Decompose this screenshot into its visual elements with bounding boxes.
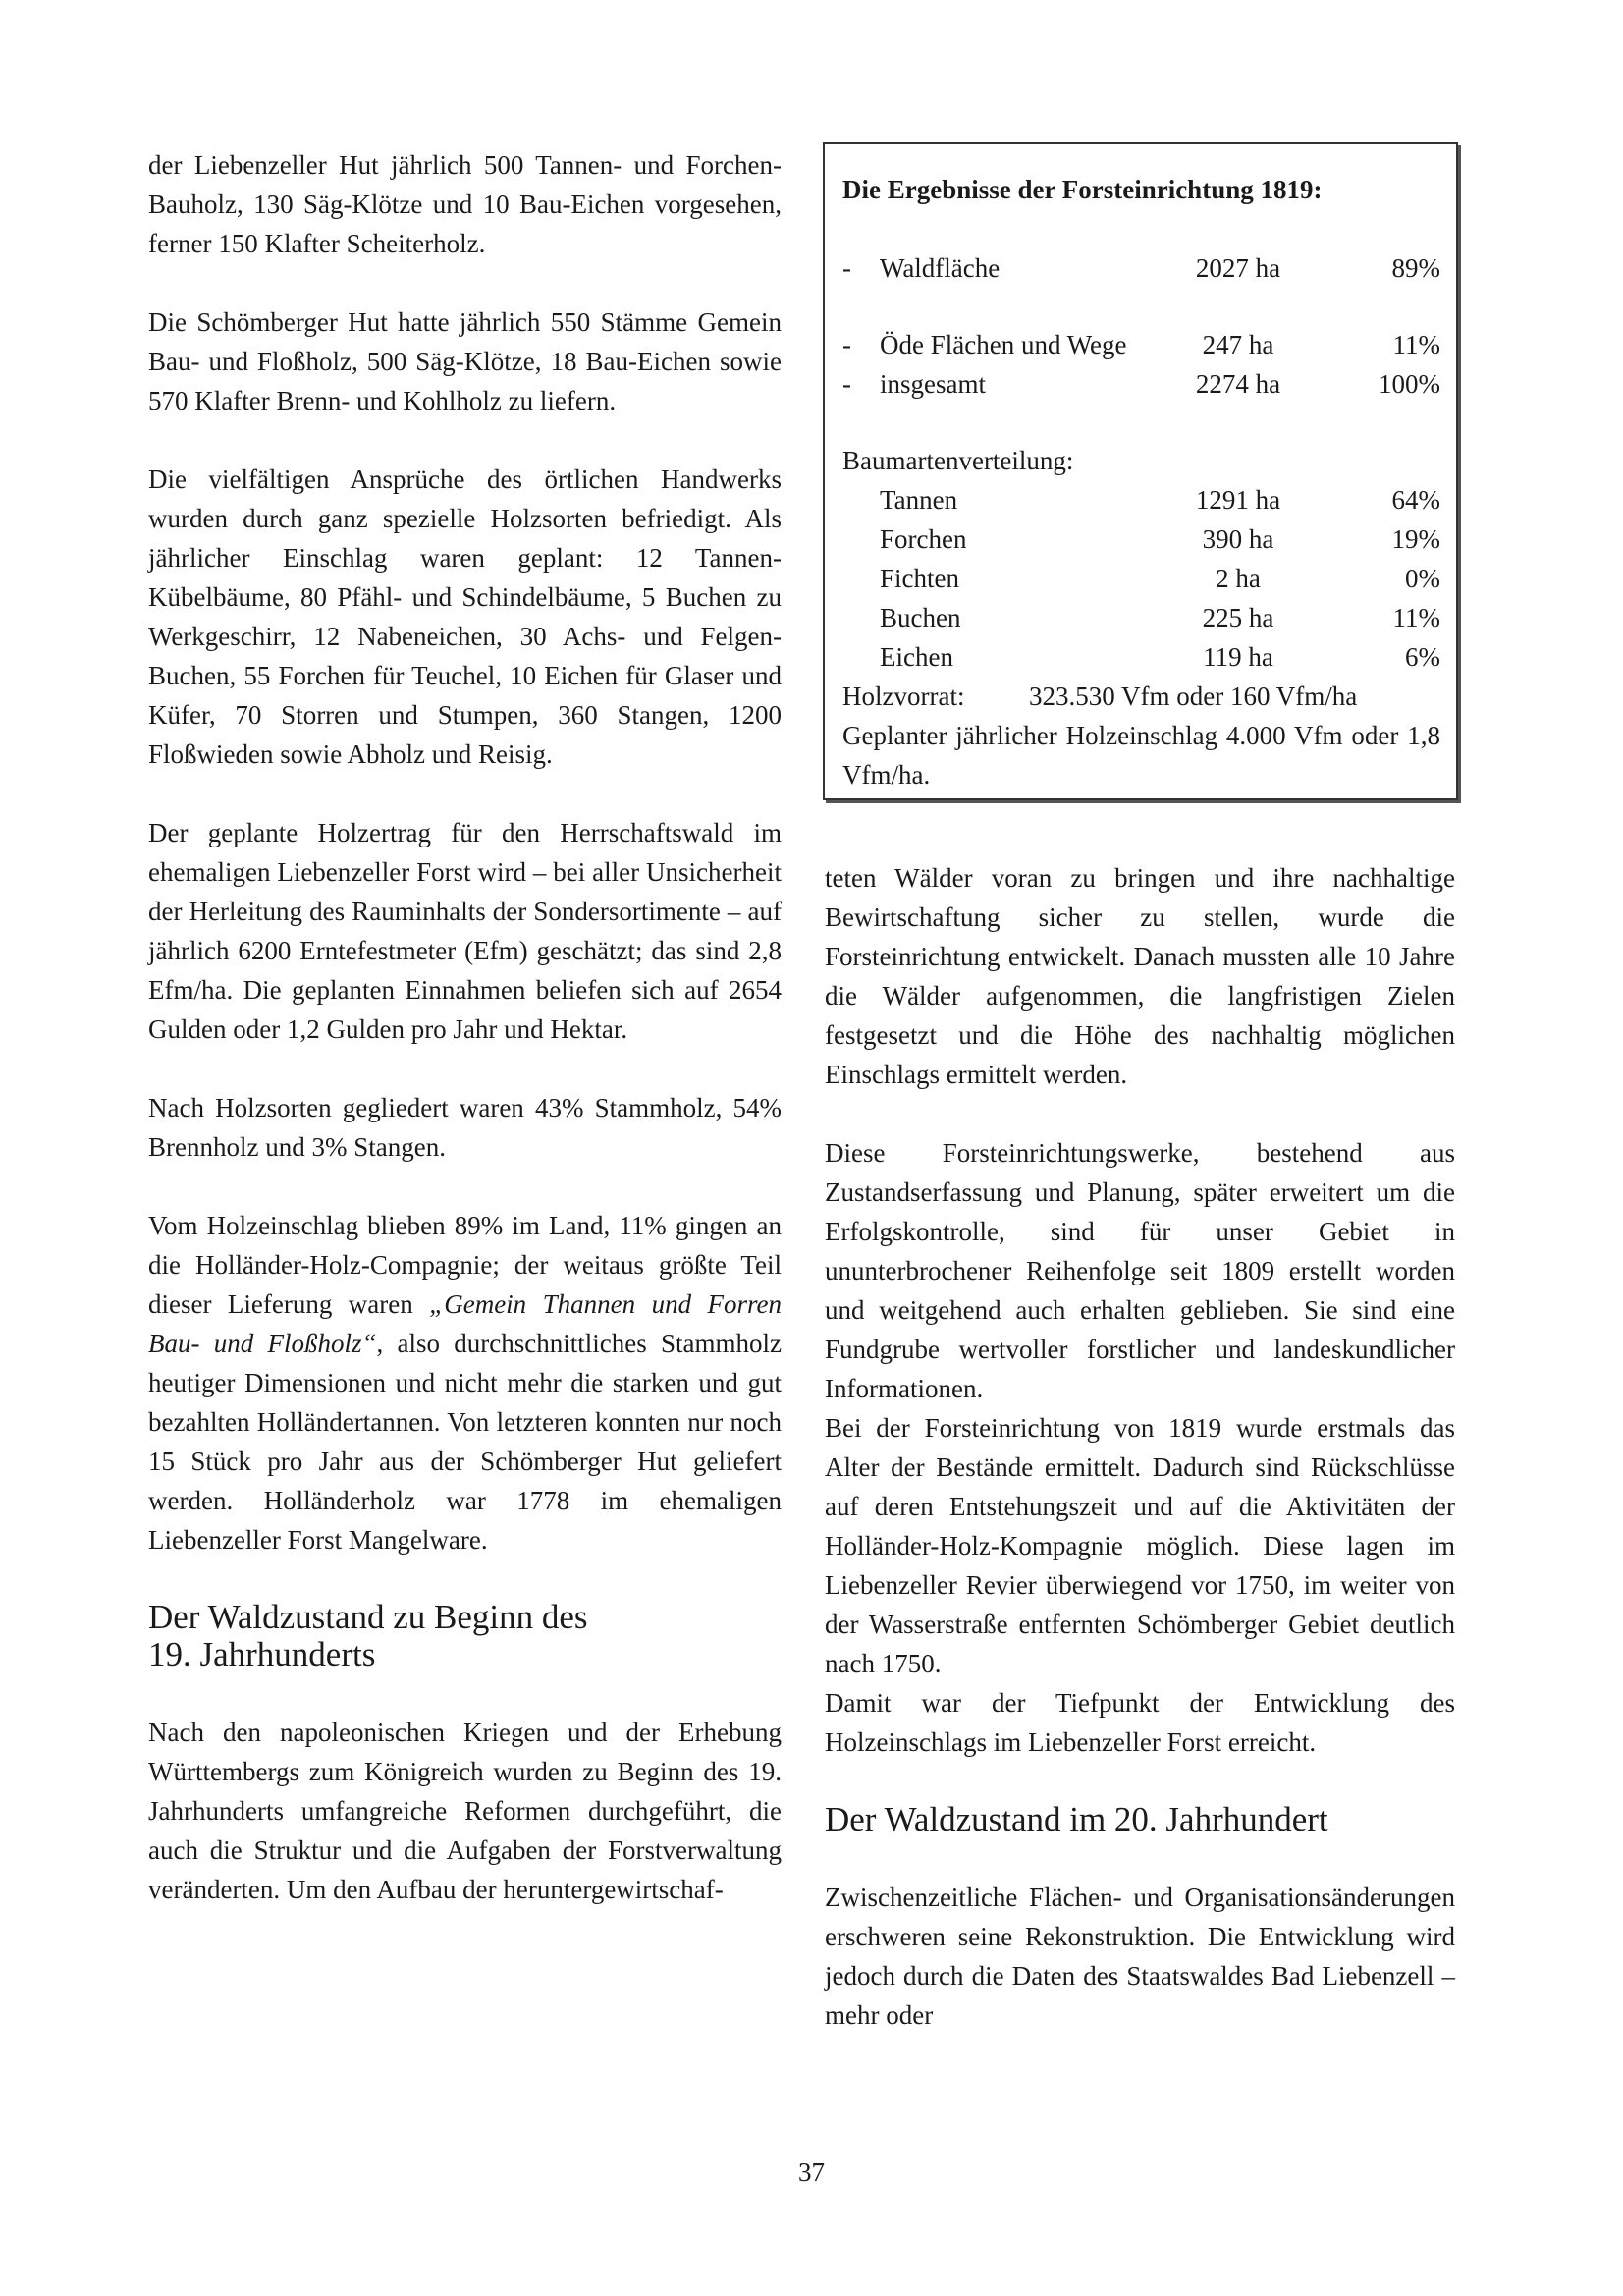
table-row: [842, 364, 1440, 404]
row-label: Fichten: [880, 564, 959, 593]
table-row: [842, 519, 1440, 559]
row-percent: 100%: [1379, 369, 1440, 399]
table-row: [842, 598, 1440, 637]
paragraph: Bei der Forsteinrichtung von 1819 wurde erstmals das Alter der Bestände ermittelt. Dadurch sind Rückschlüsse auf deren Entstehungszeit und auf die Aktivitäten der Holländer-Holz-Kompagnie möglich. Diese lagen im Liebenzeller Revier überwiegend vor 1750, im weiter von der Wasserstraße entfernten Schömberger Gebiet deutlich nach 1750.: [825, 1413, 1455, 1678]
indent: [842, 637, 880, 677]
stock-row: [842, 677, 1440, 716]
area-rows: [842, 248, 1440, 288]
row-label: Öde Flächen und Wege: [880, 330, 1127, 359]
row-area: 225 ha: [1202, 603, 1274, 632]
row-percent: 0%: [1405, 564, 1440, 593]
right-column: [825, 858, 1455, 2035]
row-label: insgesamt: [880, 369, 986, 399]
row-area: 2274 ha: [1195, 369, 1281, 399]
row-area: 119 ha: [1203, 642, 1273, 672]
table-row: [842, 325, 1440, 364]
results-box: [823, 142, 1458, 800]
row-label: Waldfläche: [880, 253, 1001, 283]
indent: [842, 519, 880, 559]
paragraph: Nach den napoleonischen Kriegen und der Erhebung Württembergs zum Königreich wurden zu Beginn des 19. Jahrhunderts umfangreiche Reformen durchgeführt, die auch die Struktur und die Aufgaben der Forstverwaltung veränderten. Um den Aufbau der heruntergewirtschaf-: [148, 1718, 782, 1904]
indent: [842, 598, 880, 637]
planned-cut: Geplanter jährlicher Holzeinschlag 4.000 Vfm oder 1,8 Vfm/ha.: [842, 721, 1440, 790]
paragraph: Der geplante Holzertrag für den Herrschaftswald im ehemaligen Liebenzeller Forst wird – bei aller Unsicherheit der Herleitung des Rauminhalts der Sondersortimente – auf jährlich 6200 Erntefestmeter (Efm) geschätzt; das sind 2,8 Efm/ha. Die geplanten Einnahmen beliefen sich auf 2654 Gulden oder 1,2 Gulden pro Jahr und Hektar.: [148, 818, 782, 1044]
row-label: Eichen: [880, 642, 953, 672]
heading-line: Der Waldzustand zu Beginn des: [148, 1598, 588, 1636]
paragraph: Damit war der Tiefpunkt der Entwicklung des Holzeinschlags im Liebenzeller Forst erreicht.: [825, 1688, 1455, 1757]
paragraph: Diese Forsteinrichtungswerke, bestehend aus Zustandserfassung und Planung, später erweitert um die Erfolgskontrolle, sind für unser Gebiet in ununterbrochener Reihenfolge seit 1809 erstellt worden und weitgehend auch erhalten geblieben. Sie sind eine Fundgrube wertvoller forstlicher und landeskundlicher Informationen.: [825, 1138, 1455, 1403]
indent: [842, 559, 880, 598]
row-percent: 11%: [1392, 603, 1440, 632]
paragraph: der Liebenzeller Hut jährlich 500 Tannen- und Forchen-Bauholz, 130 Säg-Klötze und 10 Bau-Eichen vorgesehen, ferner 150 Klafter Scheiterholz.: [148, 150, 782, 258]
dash-marker: -: [842, 253, 851, 283]
row-area: 247 ha: [1202, 330, 1274, 359]
species-rows: [842, 480, 1440, 677]
spacer: [842, 288, 1440, 325]
table-row: [842, 637, 1440, 677]
paragraph: Zwischenzeitliche Flächen- und Organisationsänderungen erschweren seine Rekonstruktion. Die Entwicklung wird jedoch durch die Daten des Staatswaldes Bad Liebenzell – mehr oder: [825, 1883, 1455, 2030]
paragraph: [148, 1206, 782, 1559]
table-row: [842, 480, 1440, 519]
row-label: Tannen: [880, 485, 958, 515]
paragraph: teten Wälder voran zu bringen und ihre nachhaltige Bewirtschaftung sicher zu stellen, wurde die Forsteinrichtung entwickelt. Danach mussten alle 10 Jahre die Wälder aufgenommen, die langfristigen Zielen festgesetzt und die Höhe des nachhaltig möglichen Einschlags ermittelt werden.: [825, 863, 1455, 1089]
row-percent: 64%: [1391, 485, 1440, 515]
table-row: [842, 559, 1440, 598]
row-percent: 11%: [1392, 330, 1440, 359]
quote-italic: „Gemein Thannen und Forren Bau- und Floßholz“: [148, 1289, 782, 1358]
row-label: Buchen: [880, 603, 961, 632]
row-label: Forchen: [880, 524, 967, 554]
heading-line: 19. Jahrhunderts: [148, 1635, 376, 1673]
paragraph: Die vielfältigen Ansprüche des örtlichen Handwerks wurden durch ganz spezielle Holzsorten befriedigt. Als jährlicher Einschlag waren geplant: 12 Tannen-Kübelbäume, 80 Pfähl- und Schindelbäume, 5 Buchen zu Werkgeschirr, 12 Nabeneichen, 30 Achs- und Felgen-Buchen, 55 Forchen für Teuchel, 10 Eichen für Glaser und Küfer, 70 Storren und Stumpen, 360 Stangen, 1200 Floßwieden sowie Abholz und Reisig.: [148, 465, 782, 769]
paragraph: Die Schömberger Hut hatte jährlich 550 Stämme Gemein Bau- und Floßholz, 500 Säg-Klötze, 18 Bau-Eichen sowie 570 Klafter Brenn- und Kohlholz zu liefern.: [148, 307, 782, 415]
paragraph: Nach Holzsorten gegliedert waren 43% Stammholz, 54% Brennholz und 3% Stangen.: [148, 1093, 782, 1162]
row-area: 2027 ha: [1195, 253, 1281, 283]
left-column: [148, 145, 782, 1909]
species-heading: Baumartenverteilung:: [842, 446, 1074, 475]
dash-marker: -: [842, 369, 851, 399]
table-row: [842, 248, 1440, 288]
text-span: , also durchschnittliches Stammholz heutiger Dimensionen und nicht mehr die starken und gut bezahlten Holländertannen. Von letzteren konnten nur noch 15 Stück pro Jahr aus der Schömberger Hut geliefert werden. Holländerholz war 1778 im ehemaligen Liebenzeller Forst Mangelware.: [148, 1329, 782, 1555]
area-rows: [842, 325, 1440, 404]
stock-label: Holzvorrat:: [842, 682, 965, 711]
section-heading: [148, 1599, 782, 1673]
row-area: 2 ha: [1216, 564, 1261, 593]
row-percent: 6%: [1405, 642, 1440, 672]
row-area: 390 ha: [1202, 524, 1274, 554]
row-area: 1291 ha: [1195, 485, 1281, 515]
dash-marker: -: [842, 330, 851, 359]
spacer: [842, 404, 1440, 441]
stock-value: 323.530 Vfm oder 160 Vfm/ha: [1029, 682, 1358, 711]
text-span: Vom Holzeinschlag blieben 89% im Land, 11% gingen an die Holländer-Holz-Compagnie; der weitaus größte Teil dieser Lieferung waren: [148, 1211, 782, 1319]
indent: [842, 480, 880, 519]
row-percent: 19%: [1391, 524, 1440, 554]
section-heading: Der Waldzustand im 20. Jahrhundert: [825, 1800, 1328, 1838]
box-title: Die Ergebnisse der Forsteinrichtung 1819:: [842, 175, 1323, 204]
row-percent: 89%: [1391, 253, 1440, 283]
page-number: 37: [798, 2158, 825, 2187]
